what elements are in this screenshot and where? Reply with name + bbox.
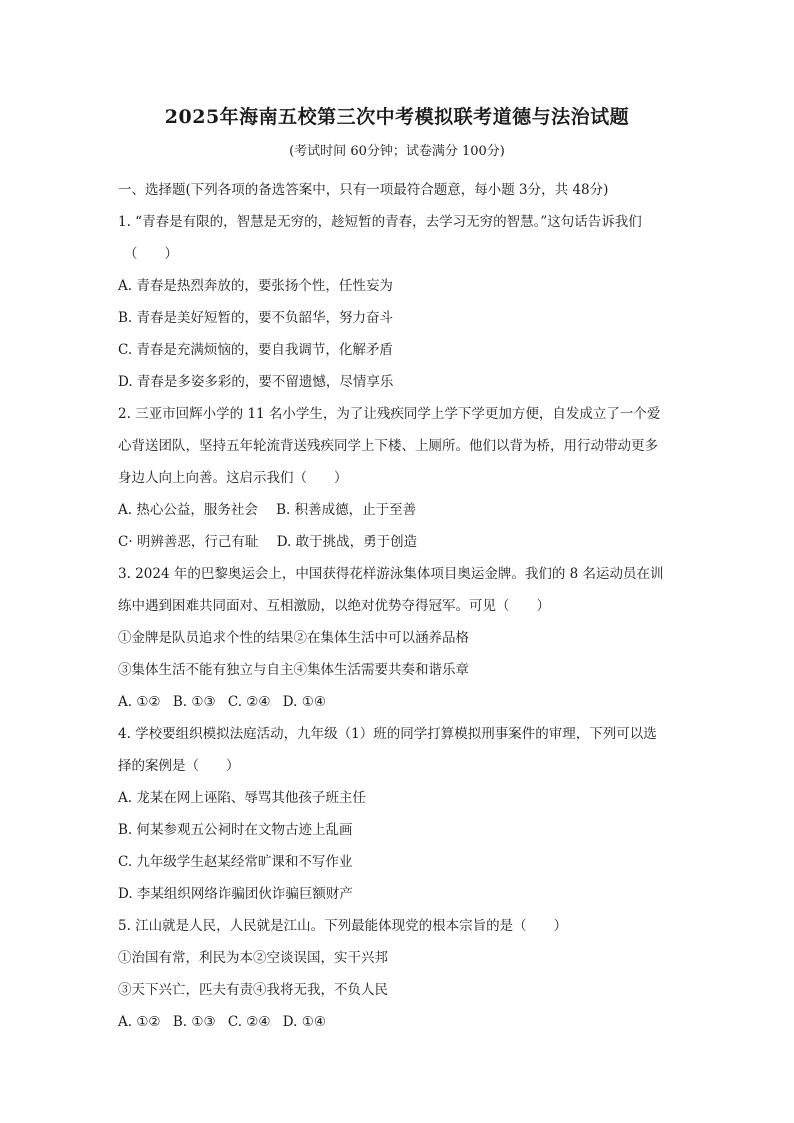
question-1 (118, 206, 676, 398)
choice-row (118, 1006, 676, 1038)
question-2 (118, 398, 676, 558)
option-c: C. 九年级学生赵某经常旷课和不写作业 (118, 854, 353, 870)
choice-row (118, 686, 676, 718)
question-stem-line: 心背送团队，坚持五年轮流背送残疾同学上下楼、上厕所。他们以背为桥，用行动带动更多 (118, 438, 658, 454)
question-stem-line: 练中遇到困难共同面对、互相激励，以绝对优势夺得冠军。可见（ ） (118, 598, 550, 614)
option-b: B. ①③ (172, 694, 216, 710)
option-c: C. ②④ (227, 694, 271, 710)
exam-subtitle: (考试时间 60分钟；试卷满分 100分) (289, 144, 505, 159)
question-5 (118, 910, 676, 1038)
question-stem-line: 1. “青春是有限的，智慧是无穷的，趁短暂的青春，去学习无穷的智慧。”这句话告诉我们 (118, 214, 642, 230)
question-stem-line: 5. 江山就是人民，人民就是江山。下列最能体现党的根本宗旨的是（ ） (118, 918, 568, 934)
option-row (118, 526, 676, 558)
question-stem-line: 3. 2024 年的巴黎奥运会上，中国获得花样游泳集体项目奥运金牌。我们的 8 名运动员在训 (118, 566, 664, 582)
answer-blank: （ ） (124, 246, 178, 262)
statement-line: ①金牌是队员追求个性的结果②在集体生活中可以涵养品格 (118, 630, 469, 646)
option-a: A. 龙某在网上诬陷、辱骂其他孩子班主任 (118, 790, 366, 806)
option-c: C· 明辨善恶，行己有耻 (118, 534, 259, 550)
option-d: D. ①④ (282, 1014, 326, 1030)
section-heading: 一、选择题(下列各项的备选答案中，只有一项最符合题意，每小题 3分，共 48分) (118, 182, 609, 198)
question-stem-line: 身边人向上向善。这启示我们（ ） (118, 470, 348, 486)
statement-line: ③集体生活不能有独立与自主④集体生活需要共奏和谐乐章 (118, 662, 469, 678)
option-row (118, 494, 676, 526)
option-a: A. 青春是热烈奔放的，要张扬个性，任性妄为 (118, 278, 393, 294)
option-a: A. 热心公益，服务社会 (118, 502, 258, 518)
option-b: B. 积善成德，止于至善 (276, 502, 417, 518)
question-stem-line: 2. 三亚市回辉小学的 11 名小学生，为了让残疾同学上学下学更加方便，自发成立了一个爱 (118, 406, 661, 422)
question-stem-line: 择的案例是（ ） (118, 758, 240, 774)
question-3 (118, 558, 676, 718)
statement-line: ①治国有常，利民为本②空谈误国，实干兴邦 (118, 950, 388, 966)
option-d: D. 敢于挑战，勇于创造 (276, 534, 418, 550)
option-a: A. ①② (118, 1014, 161, 1030)
option-b: B. 何某参观五公祠时在文物古迹上乱画 (118, 822, 353, 838)
exam-title: 2025年海南五校第三次中考模拟联考道德与法治试题 (164, 106, 630, 128)
statement-line: ③天下兴亡，匹夫有责④我将无我，不负人民 (118, 982, 388, 998)
option-c: C. 青春是充满烦恼的，要自我调节，化解矛盾 (118, 342, 393, 358)
option-b: B. ①③ (172, 1014, 216, 1030)
option-a: A. ①② (118, 694, 161, 710)
option-d: D. ①④ (282, 694, 326, 710)
option-c: C. ②④ (227, 1014, 271, 1030)
option-b: B. 青春是美好短暂的，要不负韶华，努力奋斗 (118, 310, 394, 326)
option-d: D. 青春是多姿多彩的，要不留遗憾，尽情享乐 (118, 374, 394, 390)
question-stem-line: 4. 学校要组织模拟法庭活动，九年级（1）班的同学打算模拟刑事案件的审理，下列可以选 (118, 726, 657, 742)
option-d: D. 李某组织网络诈骗团伙诈骗巨额财产 (118, 886, 353, 902)
question-4 (118, 718, 676, 910)
